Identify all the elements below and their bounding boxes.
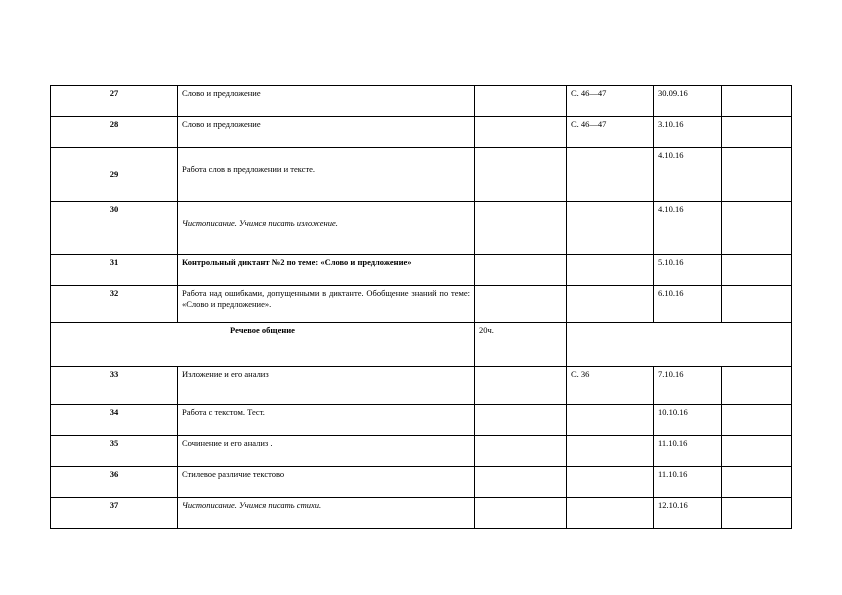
lesson-topic: Слово и предложение — [178, 117, 475, 148]
lesson-topic: Сочинение и его анализ . — [178, 436, 475, 467]
lesson-number: 35 — [51, 436, 178, 467]
lesson-date: 3.10.16 — [654, 117, 722, 148]
hours-cell — [475, 498, 567, 529]
lesson-number: 28 — [51, 117, 178, 148]
fact-date-cell — [722, 255, 792, 286]
textbook-page: С. 36 — [567, 367, 654, 405]
table-row — [51, 498, 792, 529]
table-row — [51, 286, 792, 323]
textbook-page: С. 46—47 — [567, 86, 654, 117]
lesson-number: 33 — [51, 367, 178, 405]
lesson-topic: Стилевое различие текстово — [178, 467, 475, 498]
section-empty-cell — [567, 323, 792, 367]
textbook-page — [567, 498, 654, 529]
table-row — [51, 148, 792, 202]
textbook-page — [567, 202, 654, 255]
fact-date-cell — [722, 367, 792, 405]
lesson-date: 7.10.16 — [654, 367, 722, 405]
hours-cell — [475, 467, 567, 498]
lesson-date: 10.10.16 — [654, 405, 722, 436]
fact-date-cell — [722, 286, 792, 323]
fact-date-cell — [722, 202, 792, 255]
fact-date-cell — [722, 467, 792, 498]
hours-cell — [475, 117, 567, 148]
lesson-number: 31 — [51, 255, 178, 286]
textbook-page — [567, 286, 654, 323]
table-row — [51, 117, 792, 148]
lesson-number: 27 — [51, 86, 178, 117]
fact-date-cell — [722, 117, 792, 148]
lesson-number: 36 — [51, 467, 178, 498]
textbook-page — [567, 467, 654, 498]
lesson-date: 4.10.16 — [654, 202, 722, 255]
hours-cell — [475, 255, 567, 286]
hours-cell — [475, 148, 567, 202]
lesson-date: 5.10.16 — [654, 255, 722, 286]
table-row — [51, 467, 792, 498]
table-row — [51, 86, 792, 117]
table-row — [51, 436, 792, 467]
fact-date-cell — [722, 86, 792, 117]
table-row — [51, 202, 792, 255]
lesson-topic-text: Работа слов в предложении и тексте. — [182, 164, 316, 174]
hours-cell — [475, 405, 567, 436]
lesson-topic: Работа с текстом. Тест. — [178, 405, 475, 436]
table-row — [51, 405, 792, 436]
lesson-topic: Чистописание. Учимся писать стихи. — [178, 498, 475, 529]
hours-cell — [475, 202, 567, 255]
textbook-page — [567, 436, 654, 467]
lesson-plan-table — [50, 85, 792, 529]
lesson-number: 30 — [51, 202, 178, 255]
hours-cell — [475, 367, 567, 405]
section-hours: 20ч. — [475, 323, 567, 367]
lesson-date: 11.10.16 — [654, 467, 722, 498]
fact-date-cell — [722, 148, 792, 202]
lesson-number: 29 — [51, 148, 178, 202]
textbook-page — [567, 405, 654, 436]
lesson-number: 34 — [51, 405, 178, 436]
fact-date-cell — [722, 498, 792, 529]
textbook-page: С. 46—47 — [567, 117, 654, 148]
lesson-topic: Изложение и его анализ — [178, 367, 475, 405]
lesson-topic: Слово и предложение — [178, 86, 475, 117]
lesson-date: 4.10.16 — [654, 148, 722, 202]
lesson-topic — [178, 148, 475, 202]
hours-cell — [475, 286, 567, 323]
lesson-date: 11.10.16 — [654, 436, 722, 467]
textbook-page — [567, 255, 654, 286]
section-row — [51, 323, 792, 367]
fact-date-cell — [722, 436, 792, 467]
table-row — [51, 367, 792, 405]
table-row — [51, 255, 792, 286]
lesson-number: 32 — [51, 286, 178, 323]
section-title: Речевое общение — [51, 323, 475, 367]
lesson-topic: Работа над ошибками, допущенными в диктанте. Обобщение знаний по теме: «Слово и предложение». — [178, 286, 475, 323]
textbook-page — [567, 148, 654, 202]
fact-date-cell — [722, 405, 792, 436]
lesson-number: 37 — [51, 498, 178, 529]
lesson-date: 6.10.16 — [654, 286, 722, 323]
lesson-topic: Контрольный диктант №2 по теме: «Слово и предложение» — [178, 255, 475, 286]
lesson-date: 12.10.16 — [654, 498, 722, 529]
hours-cell — [475, 436, 567, 467]
lesson-topic-text: Чистописание. Учимся писать изложение. — [182, 218, 338, 228]
hours-cell — [475, 86, 567, 117]
lesson-date: 30.09.16 — [654, 86, 722, 117]
lesson-topic — [178, 202, 475, 255]
